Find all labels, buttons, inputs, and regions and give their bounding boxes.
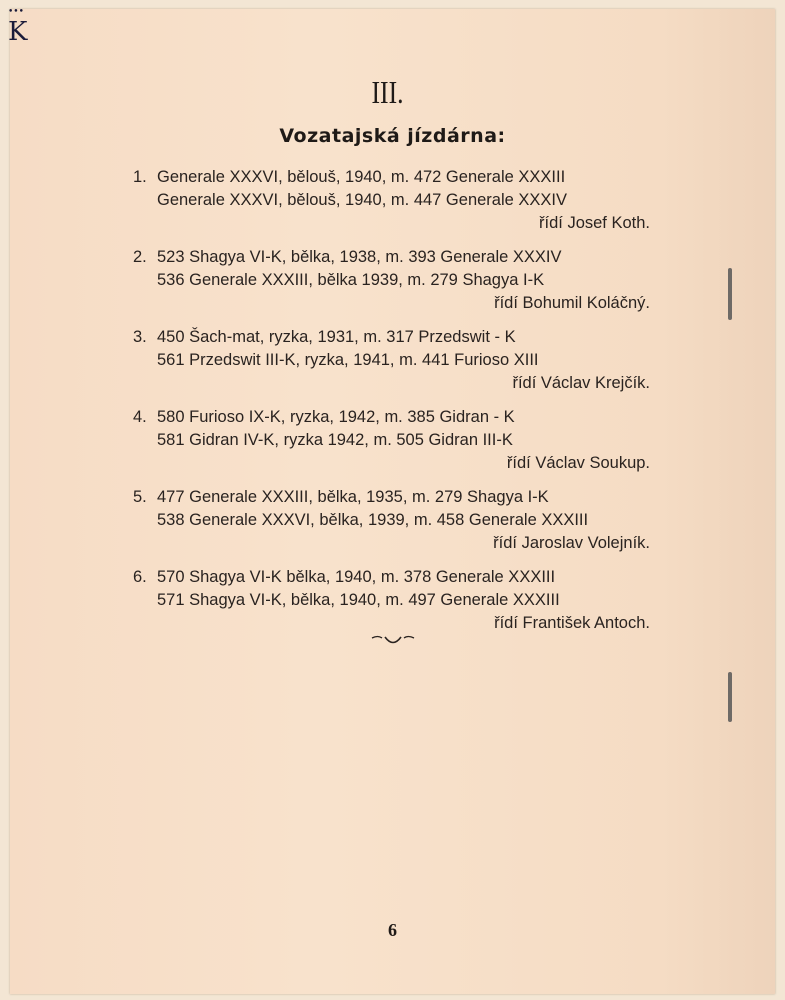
entry-driver: řídí Josef Koth. — [539, 214, 650, 232]
entry-number: 4. — [133, 408, 147, 426]
entry-driver: řídí Václav Krejčík. — [512, 374, 650, 392]
entry-line: 536 Generale XXXIII, bělka 1939, m. 279 Shagya I-K — [157, 271, 545, 289]
entry-line: 581 Gidran IV-K, ryzka 1942, m. 505 Gidran III-K — [157, 431, 513, 449]
entry-driver: řídí Bohumil Koláčný. — [494, 294, 650, 312]
logo-letter: K — [8, 17, 28, 47]
entry-number: 6. — [133, 568, 147, 586]
entry-line: 477 Generale XXXIII, bělka, 1935, m. 279 Shagya I-K — [157, 488, 549, 506]
entry-line: 570 Shagya VI-K bělka, 1940, m. 378 Generale XXXIII — [157, 568, 556, 586]
ornament-divider — [370, 632, 416, 650]
entry-number: 3. — [133, 328, 147, 346]
entry-line: 561 Przedswit III-K, ryzka, 1941, m. 441 Furioso XIII — [157, 351, 539, 369]
entry-number: 2. — [133, 248, 147, 266]
entry-line: Generale XXXVI, bělouš, 1940, m. 472 Generale XXXIII — [157, 168, 566, 186]
section-number: III. — [371, 74, 404, 110]
entry-driver: řídí František Antoch. — [494, 614, 650, 632]
entry-line: 580 Furioso IX-K, ryzka, 1942, m. 385 Gidran - K — [157, 408, 515, 426]
logo-dots: ••• — [8, 7, 24, 17]
entry-driver: řídí Václav Soukup. — [506, 454, 650, 472]
entry-number: 1. — [133, 168, 147, 186]
entry-line: 450 Šach-mat, ryzka, 1931, m. 317 Przedswit - K — [157, 328, 516, 346]
k-logo — [6, 7, 32, 51]
binding-staple — [728, 268, 732, 320]
entry-line: 571 Shagya VI-K, bělka, 1940, m. 497 Generale XXXIII — [157, 591, 560, 609]
section-heading: Vozatajská jízdárna: — [279, 125, 506, 147]
page-number: 6 — [388, 920, 397, 940]
entry-line: 523 Shagya VI-K, bělka, 1938, m. 393 Generale XXXIV — [157, 248, 562, 266]
entry-line: Generale XXXVI, bělouš, 1940, m. 447 Generale XXXIV — [157, 191, 567, 209]
binding-staple — [728, 672, 732, 722]
entry-number: 5. — [133, 488, 147, 506]
entry-driver: řídí Jaroslav Volejník. — [493, 534, 650, 552]
entry-line: 538 Generale XXXVI, bělka, 1939, m. 458 Generale XXXIII — [157, 511, 589, 529]
